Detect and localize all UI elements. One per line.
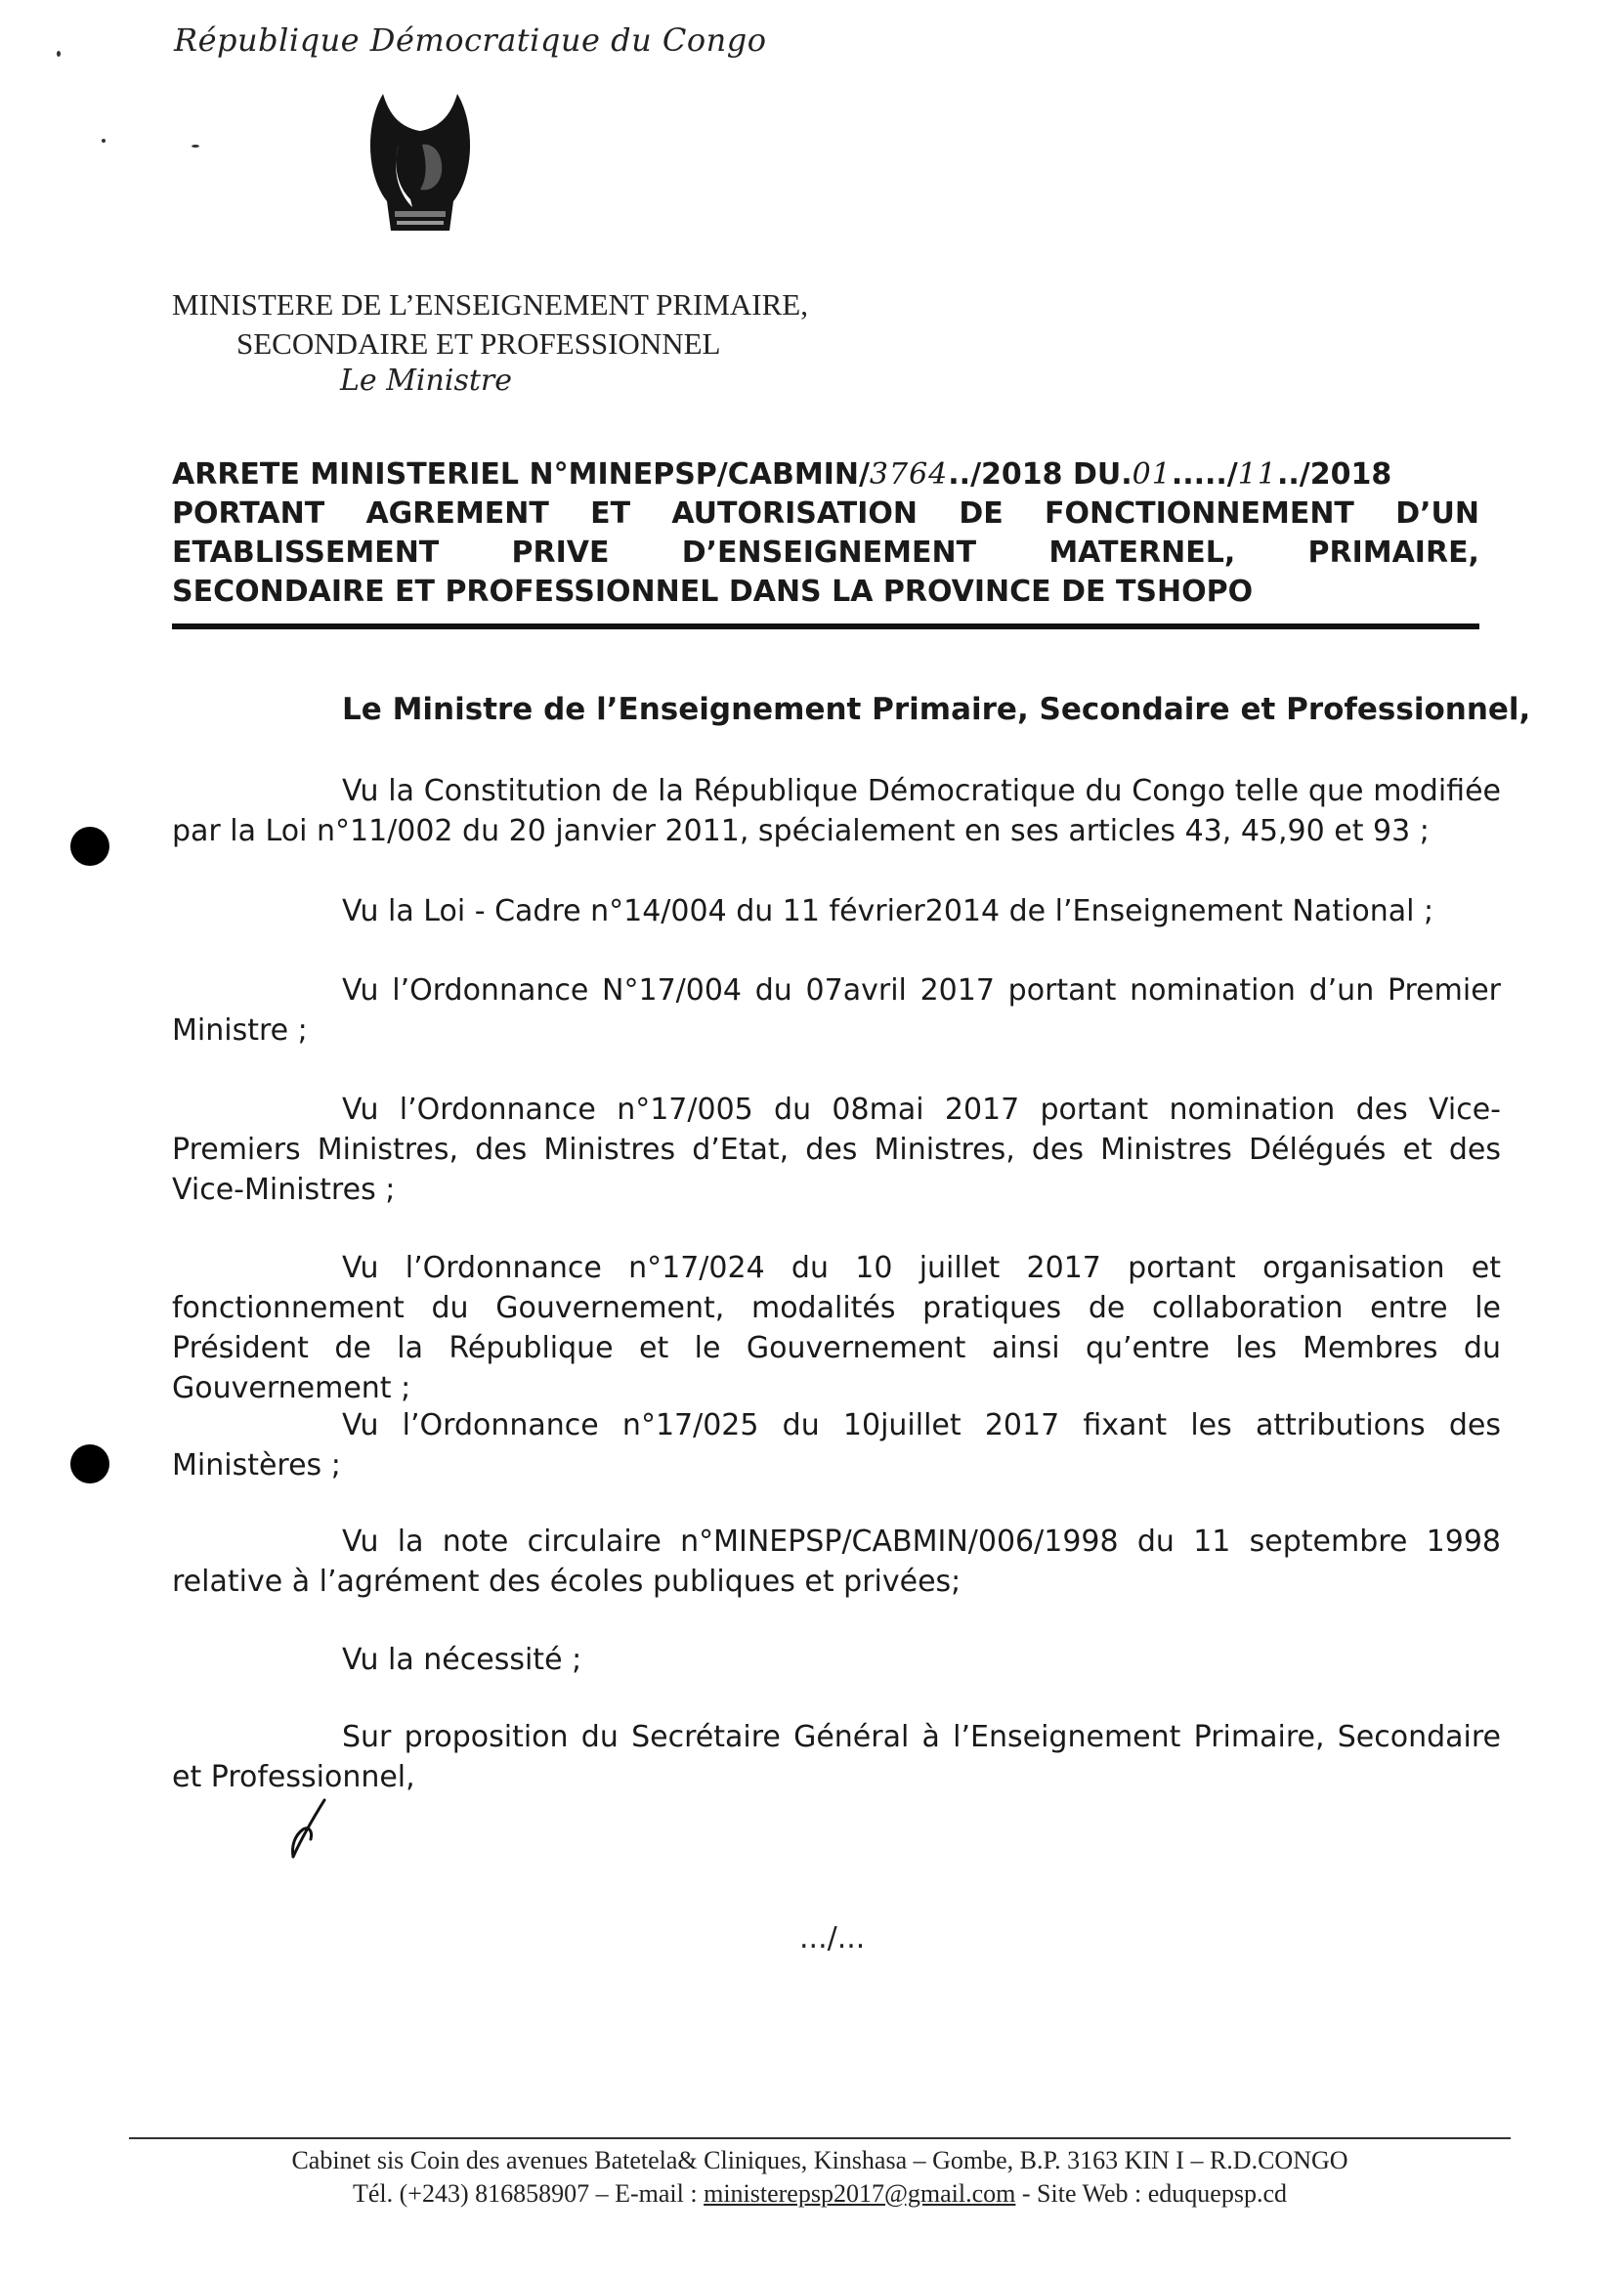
decree-word: AGREMENT bbox=[365, 496, 549, 531]
considerant-3 bbox=[172, 970, 1501, 1051]
paragraph-content: Vu la Loi - Cadre n°14/004 du 11 février2014 de l’Enseignement National ; bbox=[342, 894, 1434, 928]
ministry-line-2: SECONDAIRE ET PROFESSIONNEL bbox=[236, 326, 721, 361]
decree-word: ETABLISSEMENT bbox=[172, 536, 440, 570]
decree-day: 01 bbox=[1132, 457, 1172, 492]
considerant-1 bbox=[172, 771, 1501, 851]
decree-word: D’UN bbox=[1395, 496, 1479, 531]
scan-speck bbox=[102, 139, 106, 143]
header-divider bbox=[172, 623, 1479, 629]
decree-line-1-text bbox=[172, 455, 1391, 494]
paragraph-content: Vu la nécessité ; bbox=[342, 1643, 582, 1677]
paragraph-content: Sur proposition du Secrétaire Général à l’Enseignement Primaire, Secondaire et Professionnel, bbox=[172, 1720, 1501, 1794]
footer-tel: Tél. (+243) 816858907 – E-mail : bbox=[352, 2179, 705, 2208]
decree-number: 3764 bbox=[869, 457, 949, 492]
footer-contact bbox=[129, 2177, 1511, 2211]
decree-word: PRIMAIRE, bbox=[1307, 536, 1479, 570]
decree-word: PRIVE bbox=[511, 536, 610, 570]
minister-title: Le Ministre de l’Enseignement Primaire, Secondaire et Professionnel, bbox=[342, 692, 1531, 727]
footer bbox=[129, 2144, 1511, 2211]
paragraph-text bbox=[172, 1717, 1501, 1797]
paragraph-text bbox=[172, 1405, 1501, 1485]
decree-line-1 bbox=[172, 455, 1479, 494]
ministry-line-1: MINISTERE DE L’ENSEIGNEMENT PRIMAIRE, bbox=[172, 287, 808, 322]
decree-line-2 bbox=[172, 494, 1479, 534]
scan-speck bbox=[192, 145, 199, 148]
decree-word: MATERNEL, bbox=[1048, 536, 1236, 570]
decree-word: AUTORISATION bbox=[671, 496, 919, 531]
decree-sep: ...../ bbox=[1171, 457, 1238, 492]
paragraph-text bbox=[172, 1522, 1501, 1602]
decree-line-3 bbox=[172, 534, 1479, 573]
paragraph-content: Vu l’Ordonnance n°17/024 du 10 juillet 2017 portant organisation et fonctionnement du Gouvernement, modalités pratiques de collaboration entre le Président de la République et le Gouvernement ainsi qu’entre les Membres du Gouvernement ; bbox=[172, 1251, 1501, 1405]
decree-word: D’ENSEIGNEMENT bbox=[681, 536, 977, 570]
decree-word: FONCTIONNEMENT bbox=[1045, 496, 1354, 531]
paragraph-text bbox=[172, 1248, 1501, 1408]
scan-speck bbox=[57, 51, 61, 57]
page-continuation: .../... bbox=[799, 1921, 866, 1956]
republic-name: République Démocratique du Congo bbox=[174, 21, 767, 59]
paragraph-text bbox=[172, 970, 1501, 1051]
paragraph-text bbox=[172, 771, 1501, 851]
considerant-5 bbox=[172, 1248, 1501, 1408]
decree-word: PORTANT bbox=[172, 496, 325, 531]
paragraph-content: Vu l’Ordonnance N°17/004 du 07avril 2017 portant nomination d’un Premier Ministre ; bbox=[172, 973, 1501, 1048]
footer-address: Cabinet sis Coin des avenues Batetela& Cliniques, Kinshasa – Gombe, B.P. 3163 KIN I – R.D.CONGO bbox=[291, 2146, 1348, 2174]
paragraph-content: Vu la Constitution de la République Démocratique du Congo telle que modifiée par la Loi n°11/002 du 20 janvier 2011, spécialement en ses articles 43, 45,90 et 93 ; bbox=[172, 774, 1501, 848]
decree-title bbox=[172, 455, 1479, 612]
considerant-8 bbox=[172, 1640, 1624, 1680]
paragraph-content: Vu l’Ordonnance n°17/025 du 10juillet 2017 fixant les attributions des Ministères ; bbox=[172, 1408, 1501, 1483]
punch-hole-mark bbox=[70, 1444, 109, 1483]
decree-month: 11 bbox=[1237, 457, 1277, 492]
considerant-4 bbox=[172, 1090, 1501, 1210]
considerant-2 bbox=[172, 891, 1624, 931]
ministry-name bbox=[172, 285, 808, 364]
punch-hole-mark bbox=[70, 827, 109, 866]
signatory-title: Le Ministre bbox=[340, 364, 512, 398]
handwritten-initial bbox=[285, 1796, 334, 1861]
footer-email-link[interactable]: ministerepsp2017@gmail.com bbox=[704, 2179, 1016, 2208]
footer-divider bbox=[129, 2137, 1511, 2139]
considerant-9 bbox=[172, 1717, 1501, 1797]
decree-word: ET bbox=[590, 496, 631, 531]
decree-line-4: SECONDAIRE ET PROFESSIONNEL DANS LA PROVINCE DE TSHOPO bbox=[172, 575, 1254, 609]
considerant-6 bbox=[172, 1405, 1501, 1485]
considerant-7 bbox=[172, 1522, 1501, 1602]
footer-website: - Site Web : eduquepsp.cd bbox=[1015, 2179, 1287, 2208]
paragraph-content: Vu l’Ordonnance n°17/005 du 08mai 2017 portant nomination des Vice-Premiers Ministres, des Ministres d’Etat, des Ministres, des Ministres Délégués et des Vice-Ministres ; bbox=[172, 1093, 1501, 1207]
paragraph-content: Vu la note circulaire n°MINEPSP/CABMIN/006/1998 du 11 septembre 1998 relative à l’agrément des écoles publiques et privées; bbox=[172, 1525, 1501, 1599]
decree-year-end: ../2018 bbox=[1276, 457, 1392, 492]
decree-prefix: ARRETE MINISTERIEL N°MINEPSP/CABMIN/ bbox=[172, 457, 870, 492]
decree-word: DE bbox=[959, 496, 1004, 531]
paragraph-text bbox=[172, 1090, 1501, 1210]
decree-year-du: ../2018 DU. bbox=[948, 457, 1133, 492]
coat-of-arms-emblem bbox=[362, 84, 479, 250]
